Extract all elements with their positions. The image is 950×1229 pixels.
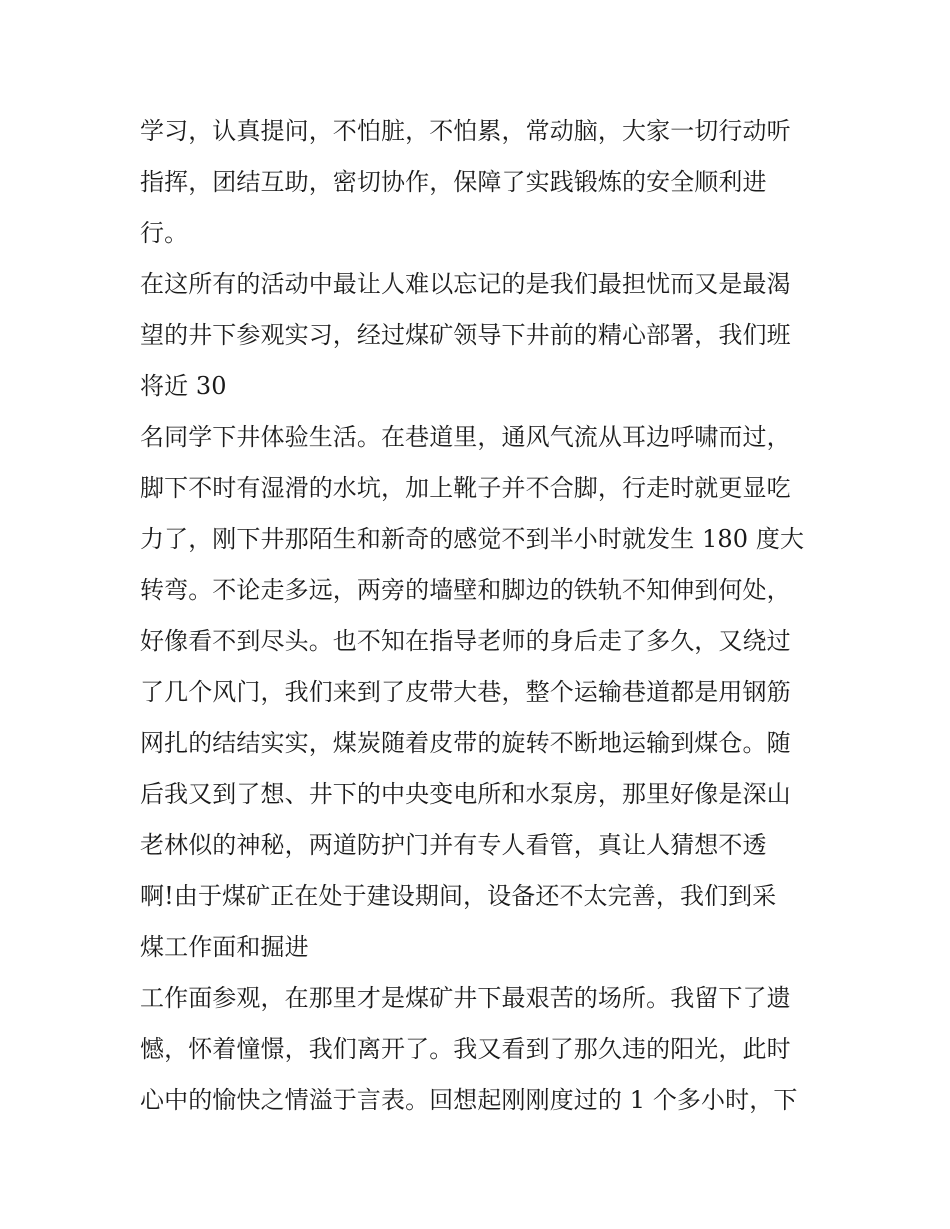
- text-line: 好像看不到尽头。也不知在指导老师的身后走了多久，又绕过: [140, 627, 791, 655]
- text-line: 老林似的神秘，两道防护门并有专人看管，真让人猜想不透: [140, 831, 767, 859]
- body-text: [140, 106, 820, 1126]
- text-line: 在这所有的活动中最让人难以忘记的是我们最担忧而又是最渴: [140, 270, 791, 298]
- text-line: 心中的愉快之情溢于言表。回想起刚刚度过的 1 个多小时，下: [140, 1086, 798, 1114]
- text-line: 后我又到了想、井下的中央变电所和水泵房，那里好像是深山: [140, 780, 791, 808]
- text-line: 了几个风门，我们来到了皮带大巷，整个运输巷道都是用钢筋: [140, 678, 791, 706]
- text-line: 望的井下参观实习，经过煤矿领导下井前的精心部署，我们班: [140, 321, 791, 349]
- text-line: 网扎的结结实实，煤炭随着皮带的旋转不断地运输到煤仓。随: [140, 729, 791, 757]
- text-line: 脚下不时有湿滑的水坑，加上靴子并不合脚，行走时就更显吃: [140, 474, 791, 502]
- text-line: 行。: [140, 219, 189, 247]
- text-line: 将近 30: [140, 372, 227, 400]
- text-line: 力了，刚下井那陌生和新奇的感觉不到半小时就发生 180 度大: [140, 525, 805, 553]
- text-line: 指挥，团结互助，密切协作，保障了实践锻炼的安全顺利进: [140, 168, 767, 196]
- text-line: 啊!由于煤矿正在处于建设期间，设备还不太完善，我们到采: [140, 882, 777, 910]
- text-line: 憾，怀着憧憬，我们离开了。我又看到了那久违的阳光，此时: [140, 1035, 791, 1063]
- text-line: 学习，认真提问，不怕脏，不怕累，常动脑，大家一切行动听: [140, 117, 791, 145]
- text-line: 转弯。不论走多远，两旁的墙壁和脚边的铁轨不知伸到何处，: [140, 576, 791, 604]
- text-line: 名同学下井体验生活。在巷道里，通风气流从耳边呼啸而过，: [140, 423, 791, 451]
- text-line: 煤工作面和掘进: [140, 933, 309, 961]
- text-line: 工作面参观，在那里才是煤矿井下最艰苦的场所。我留下了遗: [140, 984, 791, 1012]
